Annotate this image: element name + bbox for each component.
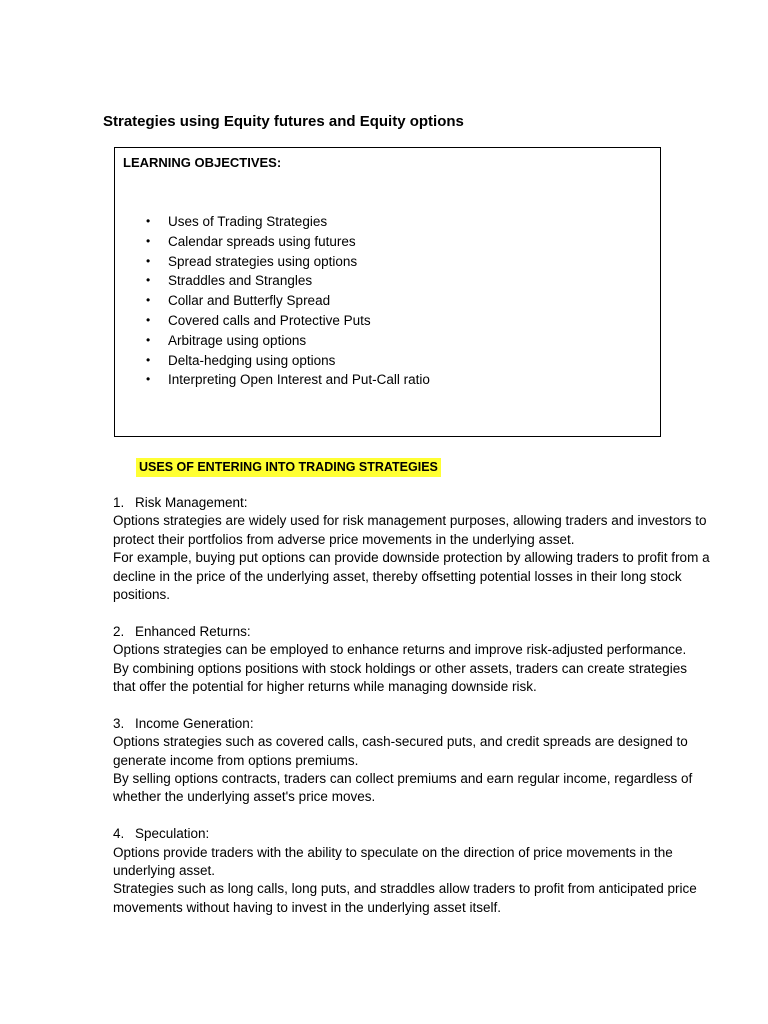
section-number: 4. [113,826,125,842]
objective-item-label: Arbitrage using options [168,332,307,348]
objective-item [115,351,430,371]
section-title-label: Speculation: [135,826,210,842]
section-content [113,494,713,936]
learning-objectives-box [114,147,661,437]
objective-item [115,252,430,272]
objective-item-label: Delta-hedging using options [168,352,336,368]
section-title [113,825,713,843]
section-enhanced-returns [113,623,713,697]
section-paragraph: For example, buying put options can provide downside protection by allowing traders to profit from a decline in the price of the underlying asset, thereby offsetting potential losses in their long stock positions. [113,550,710,603]
objective-item [115,291,430,311]
objective-item [115,212,430,232]
bullet-icon: • [146,293,151,308]
learning-objectives-heading: LEARNING OBJECTIVES: [123,155,282,170]
section-paragraph: Options strategies can be employed to enhance returns and improve risk-adjusted performance. [113,642,687,658]
bullet-icon: • [146,273,151,288]
objective-item-label: Interpreting Open Interest and Put-Call ratio [168,372,430,388]
learning-objectives-list [115,212,430,390]
objective-item-label: Collar and Butterfly Spread [168,293,331,309]
section-income-generation [113,715,713,807]
bullet-icon: • [146,253,151,268]
section-number: 3. [113,715,125,731]
section-risk-management [113,494,713,604]
objective-item [115,232,430,252]
section-title-label: Income Generation: [135,715,254,731]
section-paragraph: Strategies such as long calls, long puts, and straddles allow traders to profit from anticipated price movements without having to invest in the underlying asset itself. [113,881,697,915]
bullet-icon: • [146,312,151,327]
objective-item-label: Straddles and Strangles [168,273,313,289]
section-paragraph: By combining options positions with stock holdings or other assets, traders can create strategies that offer the potential for higher returns while managing downside risk. [113,660,688,695]
objective-item-label: Calendar spreads using futures [168,233,356,249]
section-number: 1. [113,495,125,510]
objective-item [115,271,430,291]
bullet-icon: • [146,214,151,228]
bullet-icon: • [146,372,151,387]
section-title-label: Risk Management: [135,495,248,510]
section-paragraph: By selling options contracts, traders can collect premiums and earn regular income, regardless of whether the underlying asset's price moves. [113,771,693,805]
objective-item-label: Covered calls and Protective Puts [168,312,371,328]
bullet-icon: • [146,332,151,347]
section-paragraph: Options strategies are widely used for risk management purposes, allowing traders and investors to protect their portfolios from adverse price movements in the underlying asset. [113,513,707,547]
objective-item [115,311,430,331]
section-title [113,623,713,641]
section-title-label: Enhanced Returns: [135,623,251,639]
objective-item-label: Uses of Trading Strategies [168,214,328,229]
objective-item-label: Spread strategies using options [168,253,358,269]
highlighted-section-heading: USES OF ENTERING INTO TRADING STRATEGIES [136,458,441,477]
section-number: 2. [113,623,125,639]
section-title [113,494,713,512]
objective-item [115,370,430,390]
page-title: Strategies using Equity futures and Equity options [103,113,464,130]
section-paragraph: Options provide traders with the ability to speculate on the direction of price movements in the underlying asset. [113,844,673,879]
section-title [113,715,713,733]
bullet-icon: • [146,233,151,248]
section-paragraph: Options strategies such as covered calls, cash-secured puts, and credit spreads are designed to generate income from options premiums. [113,734,688,768]
section-speculation [113,825,713,917]
bullet-icon: • [146,352,151,367]
objective-item [115,331,430,351]
